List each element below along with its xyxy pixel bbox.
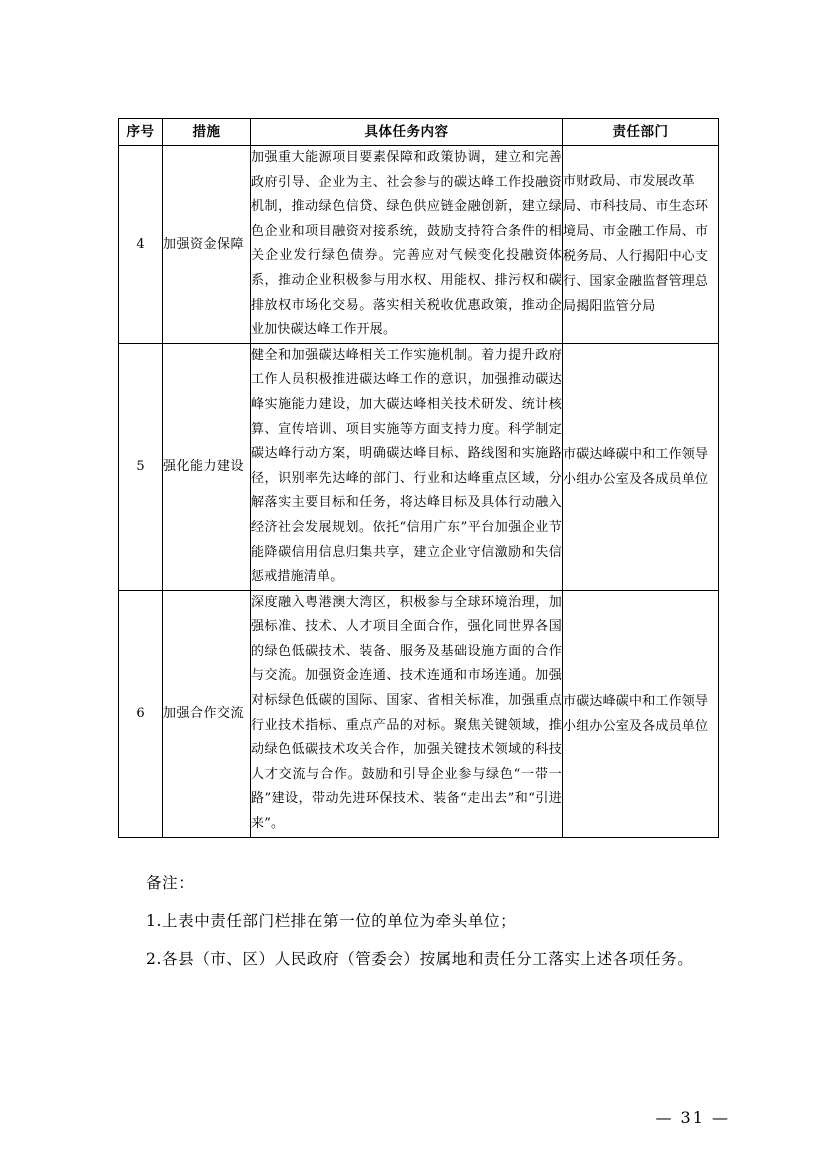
row-dept: 市碳达峰碳中和工作领导小组办公室及各成员单位: [563, 343, 719, 590]
table-header-row: [119, 119, 719, 146]
row-content: 健全和加强碳达峰相关工作实施机制。着力提升政府工作人员积极推进碳达峰工作的意识，加强推动碳达峰实施能力建设，加大碳达峰相关技术研发、统计核算、宣传培训、项目实施等方面支持力度。科学制定碳达峰行动方案，明确碳达峰目标、路线图和实施路径，识别率先达峰的部门、行业和达峰重点区域，分解落实主要目标和任务，将达峰目标及具体行动融入经济社会发展规划。依托“信用广东”平台加强企业节能降碳信用信息归集共享，建立企业守信激励和失信惩戒措施清单。: [251, 343, 563, 590]
row-no: 5: [119, 343, 163, 590]
header-no: 序号: [119, 119, 163, 146]
header-dept: 责任部门: [563, 119, 719, 146]
table-row: [119, 590, 719, 837]
header-content: 具体任务内容: [251, 119, 563, 146]
row-content: 加强重大能源项目要素保障和政策协调，建立和完善政府引导、企业为主、社会参与的碳达峰工作投融资机制，推动绿色信贷、绿色供应链金融创新，建立绿色企业和项目融资对接系统，鼓励支持符合条件的相关企业发行绿色债券。完善应对气候变化投融资体系，推动企业积极参与用水权、用能权、排污权和碳排放权市场化交易。落实相关税收优惠政策，推动企业加快碳达峰工作开展。: [251, 146, 563, 344]
row-no: 6: [119, 590, 163, 837]
table-row: [119, 146, 719, 344]
table-row: [119, 343, 719, 590]
notes-section: [118, 864, 730, 978]
row-content: 深度融入粤港澳大湾区，积极参与全球环境治理，加强标准、技术、人才项目全面合作，强化同世界各国的绿色低碳技术、装备、服务及基础设施方面的合作与交流。加强资金连通、技术连通和市场连通。加强对标绿色低碳的国际、国家、省相关标准，加强重点行业技术指标、重点产品的对标。聚焦关键领域，推动绿色低碳技术攻关合作，加强关键技术领域的科技人才交流与合作。鼓励和引导企业参与绿色“一带一路”建设，带动先进环保技术、装备“走出去”和“引进来”。: [251, 590, 563, 837]
page-number: — 31 —: [655, 1108, 730, 1127]
row-measure: 加强资金保障: [163, 146, 251, 344]
row-measure: 加强合作交流: [163, 590, 251, 837]
task-table: [118, 118, 719, 838]
note-item: 2.各县（市、区）人民政府（管委会）按属地和责任分工落实上述各项任务。: [146, 949, 694, 968]
note-item: 1.上表中责任部门栏排在第一位的单位为牵头单位；: [146, 911, 517, 930]
row-measure: 强化能力建设: [163, 343, 251, 590]
header-measure: 措施: [163, 119, 251, 146]
row-no: 4: [119, 146, 163, 344]
row-dept: 市财政局、市发展改革局、市科技局、市生态环境局、市金融工作局、市税务局、人行揭阳中心支行、国家金融监督管理总局揭阳监管分局: [563, 146, 719, 344]
notes-title: 备注：: [146, 873, 195, 892]
row-dept: 市碳达峰碳中和工作领导小组办公室及各成员单位: [563, 590, 719, 837]
